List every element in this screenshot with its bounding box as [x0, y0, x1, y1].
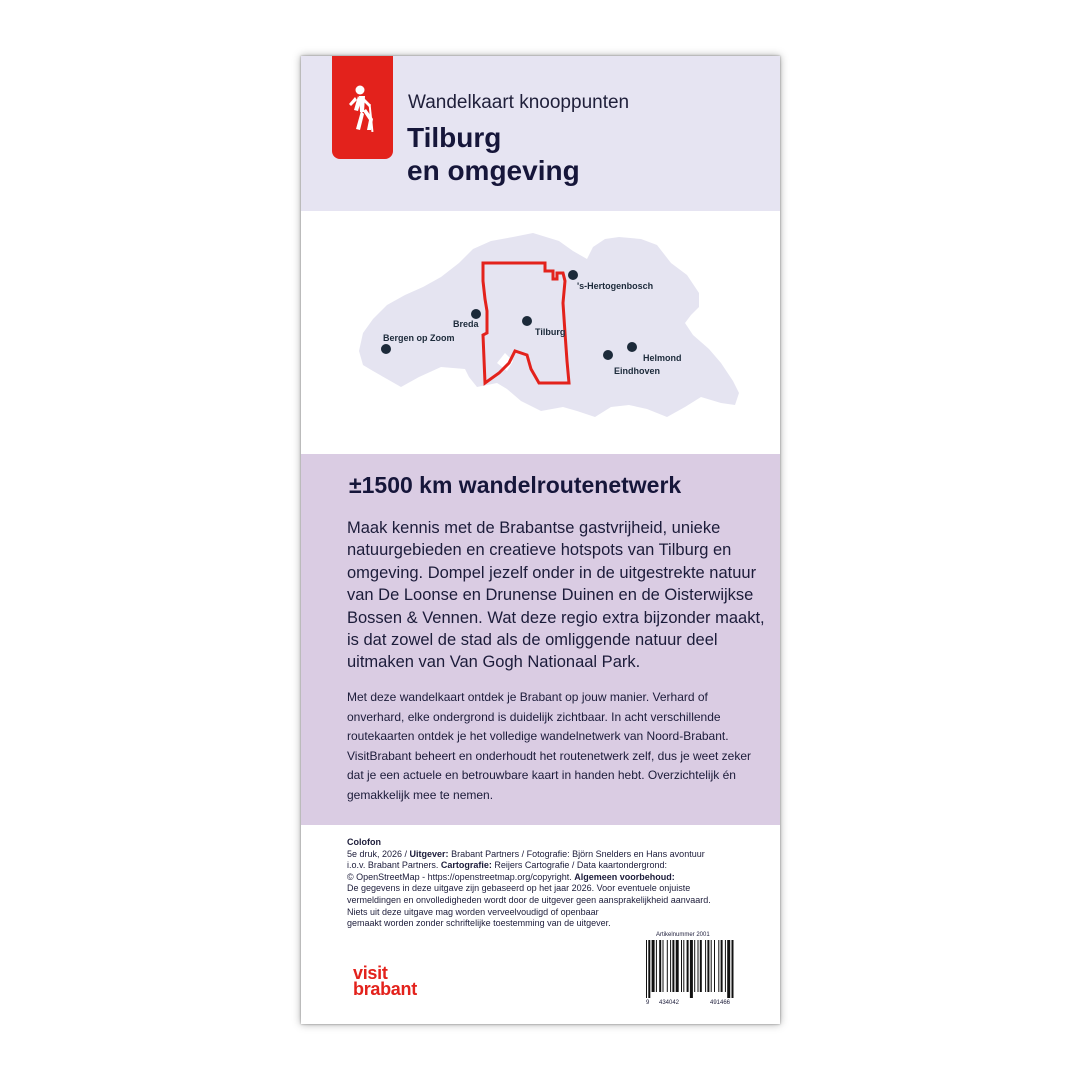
breda-label: Breda — [453, 319, 479, 329]
barcode-bar — [681, 940, 682, 992]
eindhoven-dot — [603, 350, 613, 360]
header-panel — [301, 56, 780, 211]
brabant-region-shape — [359, 233, 739, 417]
barcode-bar — [727, 940, 730, 998]
colofon-line: gemaakt worden zonder schriftelijke toestemming van de uitgever. — [347, 918, 611, 929]
region-map — [301, 211, 780, 454]
barcode-bar — [683, 940, 684, 992]
hiking-badge — [332, 56, 393, 159]
barcode-bar — [646, 940, 647, 998]
map-cover-back — [301, 56, 780, 1024]
title-line-1: Tilburg — [407, 122, 502, 153]
colofon — [347, 837, 767, 930]
barcode-bar — [670, 940, 671, 992]
hiker-icon — [345, 84, 379, 134]
barcode-bar — [656, 940, 657, 992]
barcode-bar — [732, 940, 734, 998]
barcode-bar — [714, 940, 715, 992]
subtitle: Wandelkaart knooppunten — [408, 92, 630, 113]
barcode-bar — [690, 940, 693, 998]
barcode-bar — [687, 940, 689, 992]
barcode-bar — [698, 940, 699, 992]
colofon-line: vermeldingen en onvolledigheden wordt door de uitgever geen aansprakelijkheid aanvaard. — [347, 894, 711, 905]
barcode-group-2: 491466 — [710, 1000, 731, 1006]
breda-dot — [471, 309, 481, 319]
barcode-bar — [694, 940, 695, 992]
hertogenbosch-dot — [568, 270, 578, 280]
barcode-bar — [721, 940, 723, 992]
barcode-bar — [718, 940, 719, 992]
barcode-digit: 9 — [646, 1000, 650, 1006]
barcode-bar — [676, 940, 679, 992]
barcode-group-1: 434042 — [659, 1000, 680, 1006]
barcode-bar — [700, 940, 702, 992]
colofon-line: Niets uit deze uitgave mag worden verveelvoudigd of openbaar — [347, 906, 599, 917]
colofon-line: 5e druk, 2026 / Uitgever: Brabant Partners / Fotografie: Björn Snelders en Hans avontuur — [347, 848, 705, 859]
eindhoven-label: Eindhoven — [614, 366, 661, 376]
title-line-2: en omgeving — [407, 155, 580, 186]
barcode-bar — [672, 940, 674, 992]
helmond-label: Helmond — [643, 353, 682, 363]
barcode — [644, 940, 756, 998]
visit-brabant-logo: visit brabant — [353, 963, 417, 999]
bergen-dot — [381, 344, 391, 354]
barcode-bar — [707, 940, 709, 992]
barcode-bar — [652, 940, 655, 992]
barcode-bar — [711, 940, 712, 992]
tilburg-label: Tilburg — [535, 327, 566, 337]
barcode-bar — [725, 940, 726, 992]
helmond-dot — [627, 342, 637, 352]
page-title — [407, 121, 580, 187]
colofon-line: De gegevens in deze uitgave zijn gebaseerd op het jaar 2026. Voor eventuele onjuiste — [347, 883, 691, 894]
barcode-bar — [659, 940, 661, 992]
barcode-bar — [705, 940, 706, 992]
article-number: Artikelnummer 2001 — [656, 932, 710, 938]
body-paragraph: Met deze wandelkaart ontdek je Brabant op jouw manier. Verhard of onverhard, elke ondergrond is duidelijk zichtbaar. In acht verschillende routekaarten ontdek je het volledige wandelnetwerk van Noord-Brabant. VisitBrabant beheert en onderhoudt het routenetwerk zelf, dus je weet zeker dat je een actuele en betrouwbare kaart in handen hebt. Overzichtelijk én gemakkelijk mee te nemen. — [347, 690, 752, 802]
tilburg-dot — [522, 316, 532, 326]
hertogenbosch-label: 's-Hertogenbosch — [577, 281, 654, 291]
network-headline: ±1500 km wandelroutenetwerk — [349, 472, 682, 498]
barcode-bar — [648, 940, 650, 998]
barcode-bar — [667, 940, 668, 992]
barcode-bar — [663, 940, 664, 992]
intro-paragraph: Maak kennis met de Brabantse gastvrijheid, unieke natuurgebieden en creatieve hotspots van Tilburg en omgeving. Dompel jezelf onder in de uitgestrekte natuur van De Loonse en Drunense Duinen en de Oisterwijkse Bossen & Vennen. Wat deze regio extra bijzonder maakt, is dat zowel de stad als de omliggende natuur deel uitmaken van Van Gogh Nationaal Park. — [347, 519, 765, 672]
colofon-line: © OpenStreetMap - https://openstreetmap.org/copyright. Algemeen voorbehoud: — [347, 871, 675, 882]
colofon-line: i.o.v. Brabant Partners. Cartografie: Reijers Cartografie / Data kaartondergrond: — [347, 860, 667, 871]
bergen-label: Bergen op Zoom — [383, 333, 455, 343]
colofon-title: Colofon — [347, 837, 381, 847]
